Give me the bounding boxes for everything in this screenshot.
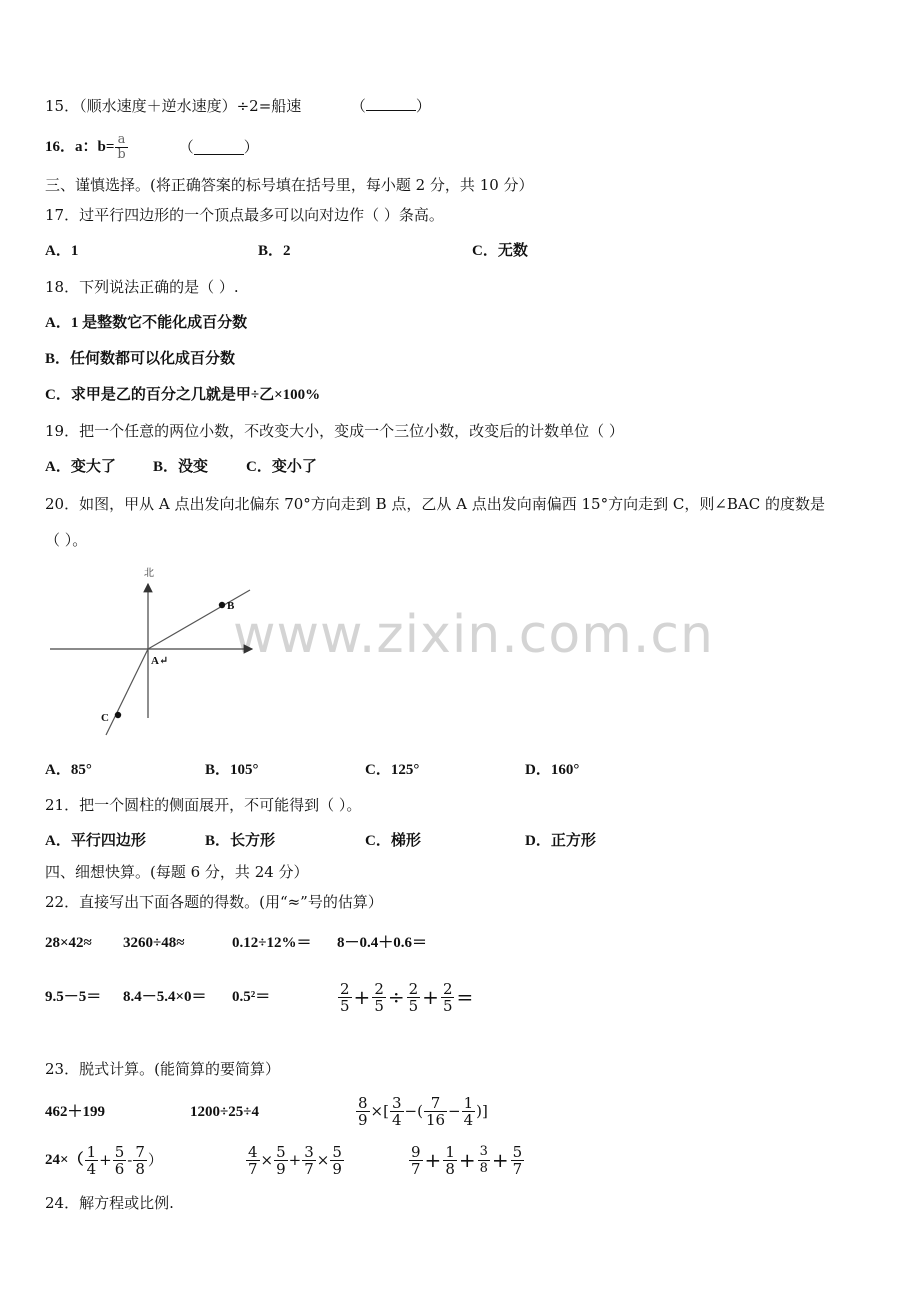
calc-expression-1: 462＋199 [45, 1104, 106, 1120]
numerator: 1 [86, 1142, 97, 1161]
option-c[interactable]: C．梯形 [365, 833, 421, 849]
operator: - [127, 1151, 133, 1169]
option-b[interactable]: B．105° [205, 762, 259, 778]
numerator: 4 [248, 1142, 258, 1161]
section-3-heading: 三、谨慎选择。(将正确答案的标号填在括号里，每小题 2 分，共 10 分） [45, 176, 534, 194]
calc-expression-2: 1200÷25÷4 [190, 1104, 259, 1120]
numerator: 2 [408, 979, 419, 998]
numerator: 5 [332, 1142, 342, 1161]
label-c: C [101, 712, 109, 724]
expression-prefix: 24×（ [45, 1152, 84, 1168]
ratio-fraction [115, 133, 127, 162]
option-a[interactable]: A．85° [45, 762, 92, 778]
calc-item: 9.5－5＝ [45, 989, 102, 1005]
calc-expression-4 [45, 1138, 163, 1182]
question-15 [45, 96, 431, 116]
operator: + [491, 1148, 509, 1172]
calc-expression-5 [245, 1138, 345, 1182]
question-21-stem: 21．把一个圆柱的侧面展开，不可能得到（ ）。 [45, 796, 362, 814]
question-20-stem-cont: （ ）。 [45, 531, 88, 549]
question-18-stem: 18．下列说法正确的是（ ）. [45, 278, 239, 296]
denominator: 4 [391, 1110, 402, 1129]
question-19-stem: 19．把一个任意的两位小数，不改变大小，变成一个三位小数，改变后的计数单位（ ） [45, 422, 624, 440]
option-a[interactable]: A．1 是整数它不能化成百分数 [45, 315, 248, 331]
expression-suffix: ） [147, 1151, 163, 1169]
numerator: 9 [411, 1142, 421, 1161]
operator: × [260, 1151, 274, 1169]
denominator: 7 [248, 1159, 258, 1178]
numerator: 5 [276, 1142, 286, 1161]
calc-item: 0.5²＝ [232, 989, 271, 1005]
option-d[interactable]: D．160° [525, 762, 580, 778]
numerator: 8 [358, 1093, 368, 1112]
denominator: 8 [445, 1159, 455, 1178]
operator: + [424, 1148, 442, 1172]
numerator: 1 [463, 1093, 474, 1112]
question-22-stem: 22．直接写出下面各题的得数。(用“≈”号的估算） [45, 893, 383, 911]
option-b[interactable]: B．任何数都可以化成百分数 [45, 351, 236, 367]
option-c[interactable]: C．求甲是乙的百分之几就是甲÷乙×100% [45, 387, 321, 403]
point-b [219, 602, 225, 608]
ray-ac [106, 649, 148, 735]
calc-item: 28×42≈ [45, 935, 92, 951]
answer-blank[interactable] [366, 96, 416, 111]
operator: + [99, 1151, 112, 1169]
operator: )] [476, 1102, 488, 1120]
calc-item: 3260÷48≈ [123, 935, 185, 951]
north-label: 北 [144, 568, 154, 579]
operator: + [288, 1151, 302, 1169]
numerator: 3 [479, 1143, 488, 1159]
fraction-denominator: b [117, 146, 126, 162]
numerator: 3 [304, 1142, 314, 1161]
calc-item: 0.12÷12%＝ [232, 935, 312, 951]
operator: ÷ [387, 985, 405, 1009]
numerator: 7 [430, 1093, 441, 1112]
calc-expression-3 [355, 1088, 488, 1134]
denominator: 4 [463, 1110, 474, 1129]
answer-paren-left: （ [178, 138, 194, 156]
question-17-stem: 17．过平行四边形的一个顶点最多可以向对边作（ ）条高。 [45, 206, 444, 224]
label-b: B [227, 600, 235, 612]
question-16-prefix: 16．a：b= [45, 139, 115, 155]
denominator: 5 [374, 996, 384, 1015]
fraction-expression [337, 973, 474, 1021]
numerator: 5 [512, 1142, 523, 1161]
denominator: 7 [411, 1159, 421, 1178]
calc-expression-6 [408, 1138, 525, 1182]
ray-ab [148, 590, 250, 649]
option-b[interactable]: B．2 [258, 243, 291, 259]
denominator: 5 [442, 996, 453, 1015]
numerator: 2 [374, 979, 384, 998]
numerator: 5 [114, 1142, 125, 1161]
option-c[interactable]: C．变小了 [246, 459, 317, 475]
denominator: 7 [304, 1159, 314, 1178]
denominator: 16 [425, 1110, 446, 1129]
operator: + [422, 985, 439, 1009]
operator: ×[ [370, 1102, 389, 1120]
option-a[interactable]: A．变大了 [45, 459, 116, 475]
answer-paren-right: ） [243, 138, 259, 156]
option-b[interactable]: B．长方形 [205, 833, 276, 849]
operator: = [456, 985, 474, 1009]
option-c[interactable]: C．125° [365, 762, 420, 778]
denominator: 5 [340, 996, 350, 1015]
calc-item: 8－0.4＋0.6＝ [337, 935, 428, 951]
question-20-stem: 20．如图，甲从 A 点出发向北偏东 70°方向走到 B 点，乙从 A 点出发向南偏西 15°方向走到 C，则∠BAC 的度数是 [45, 495, 826, 513]
answer-paren-left: （ [350, 97, 366, 115]
watermark: www.zixin.com.cn [233, 605, 714, 665]
denominator: 4 [86, 1159, 97, 1178]
denominator: 8 [479, 1160, 488, 1176]
operator: + [353, 985, 371, 1009]
numerator: 1 [445, 1142, 455, 1161]
option-d[interactable]: D．正方形 [525, 833, 596, 849]
denominator: 6 [114, 1159, 125, 1178]
denominator: 8 [135, 1159, 145, 1178]
numerator: 2 [340, 979, 350, 998]
direction-figure [40, 560, 290, 745]
question-15-text: 15．（顺水速度＋逆水速度）÷2=船速 [45, 97, 302, 115]
section-4-heading: 四、细想快算。(每题 6 分，共 24 分） [45, 863, 309, 881]
denominator: 9 [332, 1159, 342, 1178]
operator: − [448, 1102, 461, 1120]
denominator: 9 [358, 1110, 368, 1129]
question-24-stem: 24．解方程或比例. [45, 1194, 174, 1212]
answer-paren-right: ） [415, 97, 431, 115]
point-c [115, 712, 121, 718]
numerator: 3 [391, 1093, 402, 1112]
option-b[interactable]: B．没变 [153, 459, 209, 475]
fraction-numerator: a [117, 131, 126, 147]
calc-item: 8.4－5.4×0＝ [123, 989, 207, 1005]
answer-blank[interactable] [194, 140, 244, 155]
denominator: 9 [276, 1159, 286, 1178]
operator: + [458, 1148, 476, 1172]
label-a: A↵ [151, 655, 169, 667]
option-a[interactable]: A．平行四边形 [45, 833, 146, 849]
denominator: 7 [512, 1159, 523, 1178]
operator: × [316, 1151, 330, 1169]
option-a[interactable]: A．1 [45, 243, 79, 259]
numerator: 7 [135, 1142, 145, 1161]
question-16 [45, 130, 259, 164]
option-c[interactable]: C．无数 [472, 243, 528, 259]
question-23-stem: 23．脱式计算。(能简算的要简算） [45, 1060, 280, 1078]
denominator: 5 [408, 996, 419, 1015]
operator: −( [404, 1102, 423, 1120]
numerator: 2 [442, 979, 453, 998]
